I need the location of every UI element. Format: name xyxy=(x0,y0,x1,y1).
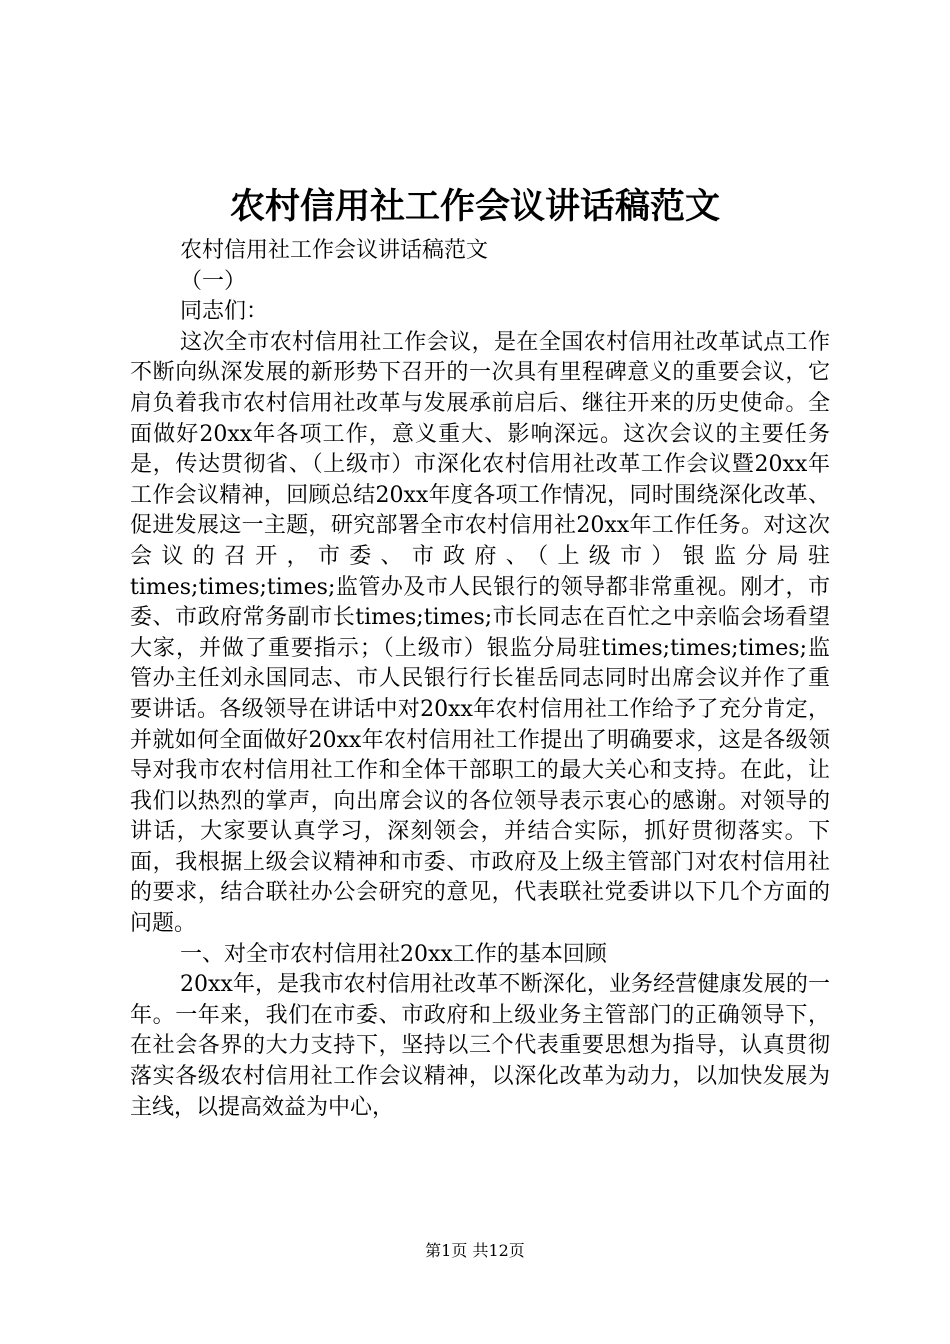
section-number: （一） xyxy=(180,268,247,294)
document-title: 农村信用社工作会议讲话稿范文 xyxy=(229,186,720,227)
salutation: 同志们： xyxy=(180,299,269,325)
body-paragraph: 这次全市农村信用社工作会议，是在全国农村信用社改革试点工作不断向纵深发展的新形势下召开的一次具有里程碑意义的重要会议，它肩负着我市农村信用社改革与发展承前启后、继往开来的历史使命。全面做好20xx年各项工作，意义重大、影响深远。这次会议的主要任务是，传达贯彻省、（上级市）市深化农村信用社改革工作会议暨20xx年工作会议精神，回顾总结20xx年度各项工作情况，同时围绕深化改革、促进发展这一主题，研究部署全市农村信用社20xx年工作任务。对这次会议的召开，市委、市政府、（上级市）银监分局驻times;times;times;监管办及市人民银行的领导都非常重视。刚才，市委、市政府常务副市长times;times;市长同志在百忙之中亲临会场看望大家，并做了重要指示；（上级市）银监分局驻times;times;times;监管办主任刘永国同志、市人民银行行长崔岳同志同时出席会议并作了重要讲话。各级领导在讲话中对20xx年农村信用社工作给予了充分肯定，并就如何全面做好20xx年农村信用社工作提出了明确要求，这是各级领导对我市农村信用社工作和全体干部职工的最大关心和支持。在此，让我们以热烈的掌声，向出席会议的各位领导表示衷心的感谢。对领导的讲话，大家要认真学习，深刻领会，并结合实际，抓好贯彻落实。下面，我根据上级会议精神和市委、市政府及上级主管部门对农村信用社的要求，结合联社办公会研究的意见，代表联社党委讲以下几个方面的问题。 xyxy=(130,329,830,937)
subtitle-paragraph: 农村信用社工作会议讲话稿范文 xyxy=(180,238,489,263)
body-paragraph: 20xx年，是我市农村信用社改革不断深化，业务经营健康发展的一年。一年来，我们在市委、市政府和上级业务主管部门的正确领导下，在社会各界的大力支持下，坚持以三个代表重要思想为指导，认真贯彻落实各级农村信用社工作会议精神，以深化改革为动力，以加快发展为主线，以提高效益为中心， xyxy=(130,972,830,1120)
document-body xyxy=(130,236,830,1123)
page-footer: 第1页 共12页 xyxy=(425,1241,525,1260)
section-heading: 一、对全市农村信用社20xx工作的基本回顾 xyxy=(180,941,607,967)
